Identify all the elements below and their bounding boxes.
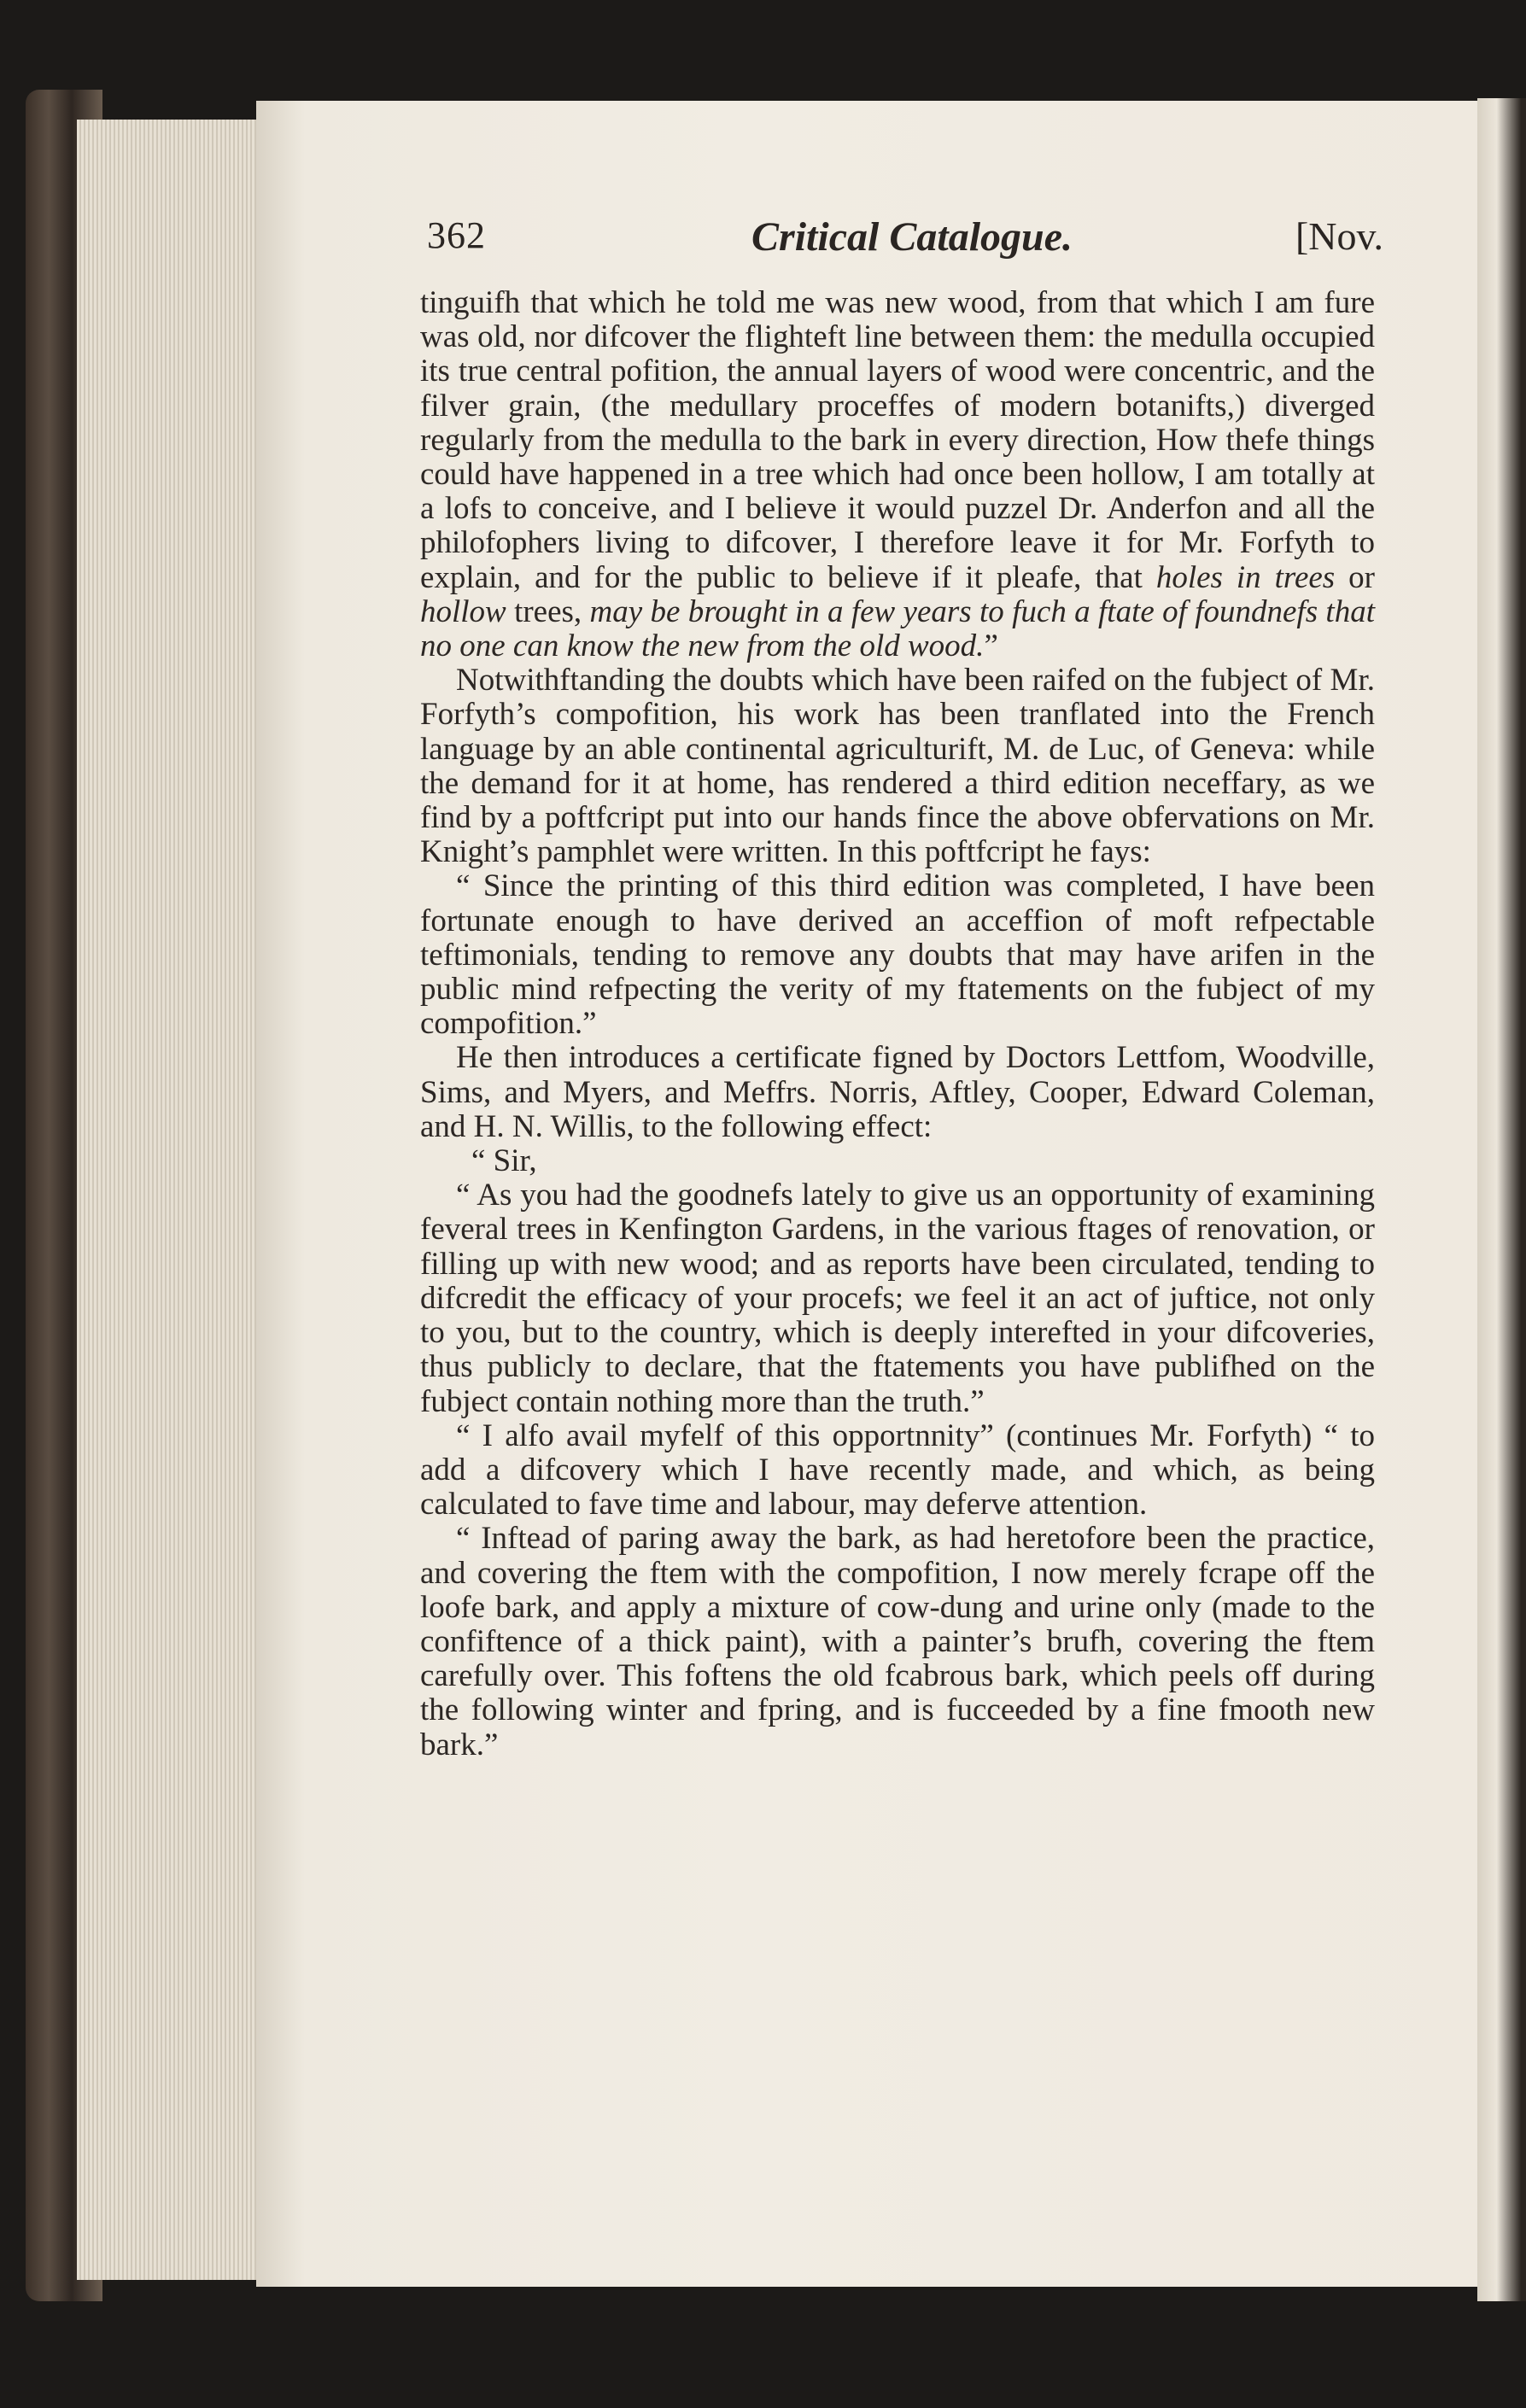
text-run: tinguifh that which he told me was new wood, from that which I am fure was old, nor difcover the flighteft line between them: the medulla occupied its true central pofition, the annual layers of wood were concentric, and the filver grain, (the medullary proceffes of modern botanifts,) diverged regularly from the medulla to the bark in every direction, How thefe things could have happened in a tree which had once been hollow, I am totally at a lofs to conceive, and I believe it would puzzel Dr. Anderfon and all the philofophers living to difcover, I therefore leave it for Mr. Forfyth to explain, and for the public to believe if it pleafe, that <box>420 285 1375 595</box>
text-run: trees, <box>506 593 590 629</box>
paragraph <box>420 1178 1375 1418</box>
facing-page-edge <box>1477 98 1526 2301</box>
text-run: Notwithftanding the doubts which have been raifed on the fubject of Mr. Forfyth’s compofition, his work has been tranflated into the French language by an able continental agriculturift, M. de Luc, of Geneva: while the demand for it at home, has rendered a third edition neceffary, as we find by a poftfcript put into our hands fince the above obfervations on Mr. Knight’s pamphlet were written. In this poftfcript he fays: <box>420 663 1375 870</box>
italic-text: hollow <box>420 593 506 629</box>
salutation <box>420 1144 1375 1178</box>
running-title: Critical Catalogue. <box>751 214 1073 260</box>
text-run: “ As you had the goodnefs lately to give us an opportunity of examining feveral trees in Kenfington Gardens, in the various ftages of renovation, or filling up with new wood; and as reports have been circulated, tending to difcredit the efficacy of your procefs; we feel it an act of juftice, not only to you, but to the country, which is deeply interefted in your difcoveries, thus publicly to declare, that the ftatements you have publifhed on the fubject contain nothing more than the truth.” <box>420 1178 1375 1419</box>
text-run: “ Inftead of paring away the bark, as had heretofore been the practice, and covering the ftem with the compofition, I now merely fcrape off the loofe bark, and apply a mixture of cow-dung and urine only (made to the confiftence of a thick paint), with a painter’s brufh, covering the ftem carefully over. This foftens the old fcabrous bark, which peels off during the following winter and fpring, and is fucceeded by a fine fmooth new bark.” <box>420 1521 1375 1762</box>
text-run: “ Since the printing of this third edition was completed, I have been fortunate enough to have derived an acceffion of moft refpectable teftimonials, tending to remove any doubts that may have arifen in the public mind refpecting the verity of my ftatements on the fubject of my compofition.” <box>420 868 1375 1042</box>
page-number: 362 <box>427 214 486 256</box>
paragraph <box>420 663 1375 869</box>
paragraph <box>420 1041 1375 1144</box>
text-run: “ I alfo avail myfelf of this opportnnity” (continues Mr. Forfyth) “ to add a difcovery which I have recently made, and which, as being calculated to fave time and labour, may deferve attention. <box>420 1417 1375 1523</box>
italic-text: may be brought in a few years to fuch a ftate of foundnefs that no one can know the new from the old wood. <box>420 593 1375 664</box>
paragraph <box>420 286 1375 663</box>
paragraph <box>420 1522 1375 1762</box>
paragraph <box>420 1419 1375 1523</box>
page-stack-edge <box>77 120 256 2280</box>
paragraph <box>420 869 1375 1041</box>
text-run: ” <box>984 628 998 664</box>
text-run: “ Sir, <box>471 1143 537 1179</box>
text-run: or <box>1335 559 1375 595</box>
running-date: [Nov. <box>1295 214 1383 258</box>
text-run: He then introduces a certificate figned by Doctors Lettfom, Woodville, Sims, and Myers, and Meffrs. Norris, Aftley, Cooper, Edward Coleman, and H. N. Willis, to the following effect: <box>420 1040 1375 1144</box>
italic-text: holes in trees <box>1155 559 1336 595</box>
running-header <box>427 213 1383 273</box>
body-text <box>420 286 1375 1762</box>
